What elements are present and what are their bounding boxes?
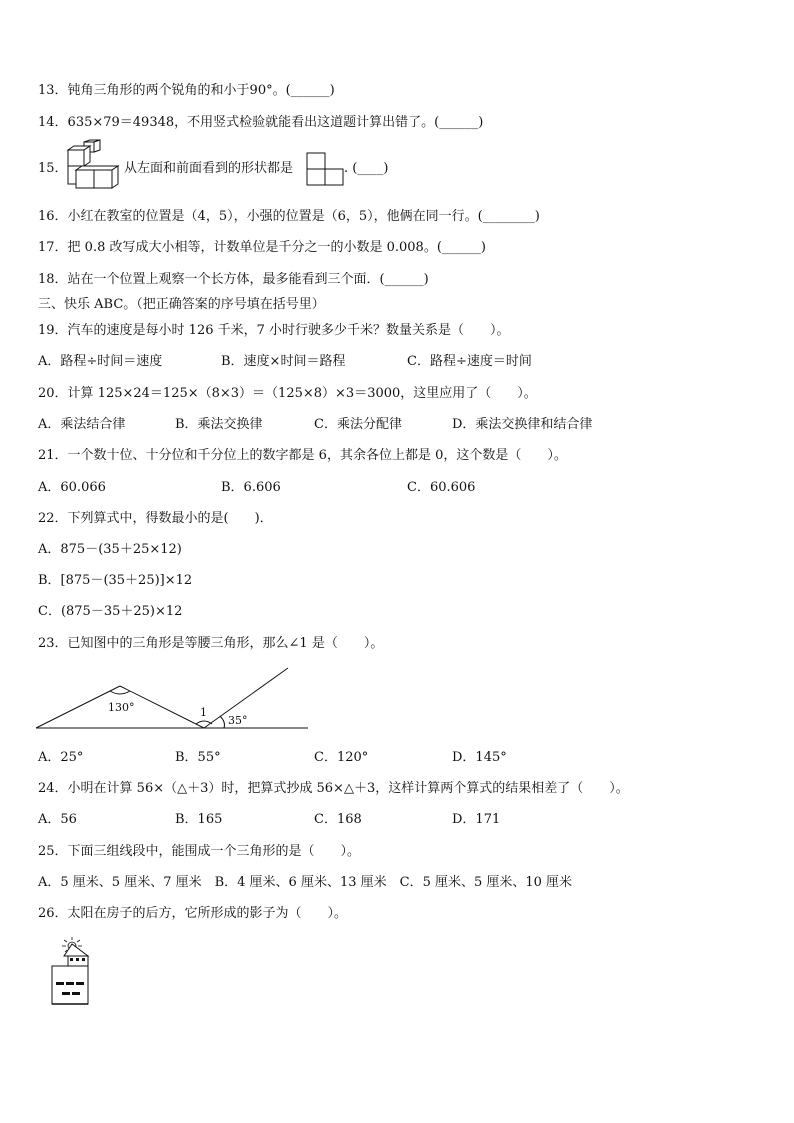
question-23-option-c: C．120° — [314, 750, 369, 765]
question-17: 17．把 0.8 改写成大小相等，计数单位是千分之一的小数是 0.008。(______) — [38, 240, 486, 255]
triangle-angle-figure — [36, 664, 308, 732]
question-20-option-b: B．乘法交换律 — [175, 417, 263, 432]
question-15-answer: . (____) — [344, 161, 389, 176]
cube-stack-figure — [64, 140, 122, 190]
question-15-text: 从左面和前面看到的形状都是 — [124, 161, 294, 176]
question-21: 21．一个数十位、十分位和千分位上的数字都是 6，其余各位上都是 0，这个数是（ ）。 — [38, 448, 567, 463]
section-3-heading: 三、快乐 ABC。（把正确答案的序号填在括号里） — [38, 297, 325, 312]
angle-label-1: 1 — [200, 706, 207, 719]
question-21-option-a: A．60.066 — [38, 480, 106, 495]
question-20-option-c: C．乘法分配律 — [314, 417, 402, 432]
question-25-options: A．5 厘米、5 厘米、7 厘米 B．4 厘米、6 厘米、13 厘米 C．5 厘米、5 厘米、10 厘米 — [38, 875, 573, 890]
question-26: 26．太阳在房子的后方，它所形成的影子为（ ）。 — [38, 906, 348, 921]
angle-label-35: 35° — [228, 714, 248, 727]
question-22-option-b: B．[875－(35＋25)]×12 — [38, 573, 193, 588]
question-20: 20．计算 125×24＝125×（8×3）＝（125×8）×3＝3000，这里应用了（ ）。 — [38, 386, 537, 401]
question-22-option-c: C．(875－35＋25)×12 — [38, 604, 183, 619]
question-25: 25．下面三组线段中，能围成一个三角形的是（ ）。 — [38, 844, 361, 859]
question-19: 19．汽车的速度是每小时 126 千米，7 小时行驶多少千米？数量关系是（ ）。 — [38, 323, 510, 338]
question-13: 13．钝角三角形的两个锐角的和小于90°。(______) — [38, 83, 335, 98]
question-19-option-b: B．速度×时间＝路程 — [221, 354, 346, 369]
l-shape-view-figure — [306, 152, 344, 186]
question-21-option-b: B．6.606 — [221, 480, 281, 495]
question-22-option-a: A．875－(35＋25×12) — [38, 542, 182, 557]
question-23-option-b: B．55° — [175, 750, 221, 765]
question-24-option-d: D．171 — [452, 812, 501, 827]
angle-label-130: 130° — [108, 701, 135, 714]
question-15-number: 15． — [38, 161, 68, 176]
question-23-option-a: A．25° — [38, 750, 84, 765]
question-24-option-a: A．56 — [38, 812, 77, 827]
question-20-option-a: A．乘法结合律 — [38, 417, 126, 432]
question-19-option-a: A．路程÷时间＝速度 — [38, 354, 163, 369]
question-23: 23．已知图中的三角形是等腰三角形，那么∠1 是（ ）。 — [38, 636, 384, 651]
question-19-option-c: C．路程÷速度＝时间 — [407, 354, 532, 369]
question-24-option-c: C．168 — [314, 812, 362, 827]
question-22: 22．下列算式中，得数最小的是( )． — [38, 511, 273, 526]
question-14: 14．635×79＝49348，不用竖式检验就能看出这道题计算出错了。(______) — [38, 115, 484, 130]
house-sun-figure — [48, 936, 96, 1006]
question-24: 24．小明在计算 56×（△＋3）时，把算式抄成 56×△＋3，这样计算两个算式的结果相差了（ ）。 — [38, 781, 629, 796]
question-16: 16．小红在教室的位置是（4，5），小强的位置是（6，5），他俩在同一行。(________) — [38, 209, 540, 224]
question-24-option-b: B．165 — [175, 812, 223, 827]
question-21-option-c: C．60.606 — [407, 480, 476, 495]
question-23-option-d: D．145° — [452, 750, 507, 765]
question-18: 18．站在一个位置上观察一个长方体，最多能看到三个面．(______) — [38, 272, 429, 287]
question-20-option-d: D．乘法交换律和结合律 — [452, 417, 593, 432]
